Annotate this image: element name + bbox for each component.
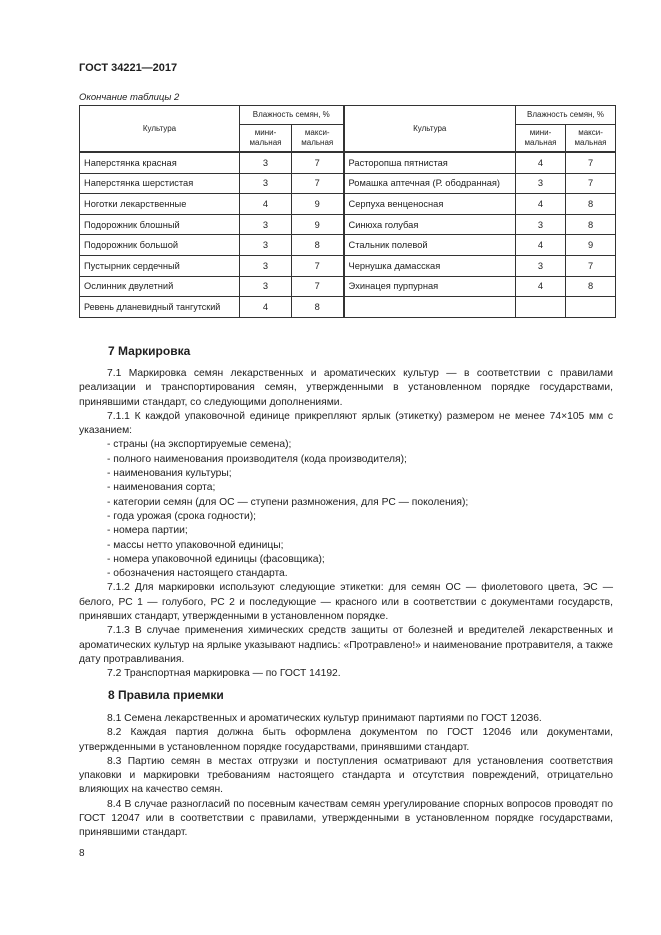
moisture-min: 4 xyxy=(516,276,566,297)
moisture-min: 3 xyxy=(240,276,292,297)
moisture-max: 8 xyxy=(566,276,616,297)
moisture-max: 7 xyxy=(292,255,344,276)
section-8-title: 8 Правила приемки xyxy=(108,688,224,702)
list-item: - категории семян (для ОС — ступени размножения, для РС — поколения); xyxy=(107,496,469,508)
moisture-max: 8 xyxy=(292,297,344,318)
moisture-min: 4 xyxy=(516,194,566,215)
moisture-max: 7 xyxy=(292,173,344,194)
list-item: - массы нетто упаковочной единицы; xyxy=(107,539,284,551)
list-item: - номера упаковочной единицы (фасовщика); xyxy=(107,553,325,565)
list-item: - наименования сорта; xyxy=(107,482,216,494)
moisture-max: 7 xyxy=(566,152,616,173)
moisture-max: 7 xyxy=(292,152,344,173)
moisture-max: 8 xyxy=(566,214,616,235)
paragraph-7-1: 7.1 Маркировка семян лекарственных и ароматических культур — в соответствии с правилами реализации и транспортирования семян, утвержденными в установленном порядке государствами, принявшими стандарт, со следующими дополнениями. xyxy=(79,368,613,408)
moisture-max: 9 xyxy=(566,235,616,256)
paragraph-7-2: 7.2 Транспортная маркировка — по ГОСТ 14192. xyxy=(107,668,341,680)
table-row xyxy=(80,297,616,318)
col-culture-left: Культура xyxy=(80,106,240,153)
paragraph-7-1-2: 7.1.2 Для маркировки используют следующие этикетки: для семян ОС — фиолетового цвета, ЭС — белого, РС 1 — голубого, РС 2 и последующие — красного или в соответствии с документами государств, принявших стандарт, утвержденными в установленном порядке. xyxy=(79,582,613,623)
moisture-min: 3 xyxy=(240,173,292,194)
moisture-max: 9 xyxy=(292,194,344,215)
culture-name: Синюха голубая xyxy=(344,214,516,235)
moisture-max: 7 xyxy=(292,276,344,297)
list-item: - страны (на экспортируемые семена); xyxy=(107,439,292,451)
section-7-body xyxy=(79,367,613,682)
paragraph-8-4: 8.4 В случае разногласий по посевным качествам семян урегулирование спорных вопросов проводят по ГОСТ 12047 или в соответствии с правилами, утвержденными в установленном порядке государствами, принявшими стандарт. xyxy=(79,798,613,839)
moisture-max xyxy=(566,297,616,318)
culture-name: Расторопша пятнистая xyxy=(344,152,516,173)
table-row xyxy=(80,276,616,297)
moisture-min: 3 xyxy=(240,214,292,235)
moisture-min: 3 xyxy=(240,152,292,173)
moisture-max: 7 xyxy=(566,173,616,194)
section-8-body xyxy=(79,712,613,841)
moisture-min: 4 xyxy=(516,152,566,173)
culture-name: Ноготки лекарственные xyxy=(80,194,240,215)
culture-name: Стальник полевой xyxy=(344,235,516,256)
table-row xyxy=(80,235,616,256)
moisture-min: 4 xyxy=(516,235,566,256)
section-7-title: 7 Маркировка xyxy=(108,344,191,358)
document-code: ГОСТ 34221—2017 xyxy=(79,62,178,74)
moisture-max: 8 xyxy=(566,194,616,215)
culture-name: Ревень дланевидный тангутский xyxy=(80,297,240,318)
col-min-right: мини- мальная xyxy=(516,125,566,153)
table-row xyxy=(80,194,616,215)
moisture-min: 3 xyxy=(516,255,566,276)
paragraph-7-1-3: 7.1.3 В случае применения химических средств защиты от болезней и вредителей лекарственных и ароматических культур на ярлыке указывают надпись: «Протравлено!» и наименование протравителя, а также дату протравливания. xyxy=(79,625,613,665)
moisture-max: 8 xyxy=(292,235,344,256)
paragraph-8-1: 8.1 Семена лекарственных и ароматических культур принимают партиями по ГОСТ 12036. xyxy=(107,713,542,724)
table-row xyxy=(80,173,616,194)
list-item: - номера партии; xyxy=(107,525,188,537)
col-group-right: Влажность семян, % xyxy=(516,106,616,125)
culture-name: Подорожник большой xyxy=(80,235,240,256)
culture-name: Серпуха венценосная xyxy=(344,194,516,215)
moisture-min: 3 xyxy=(240,235,292,256)
list-item: - обозначения настоящего стандарта. xyxy=(107,568,288,580)
moisture-max: 7 xyxy=(566,255,616,276)
culture-name: Наперстянка красная xyxy=(80,152,240,173)
col-max-left: макси- мальная xyxy=(292,125,344,153)
moisture-min: 4 xyxy=(240,194,292,215)
moisture-table xyxy=(79,105,616,318)
paragraph-7-1-1: 7.1.1 К каждой упаковочной единице прикрепляют ярлык (этикетку) размером не менее 74×105 мм с указанием: xyxy=(79,410,613,437)
moisture-min: 3 xyxy=(516,173,566,194)
col-min-left: мини- мальная xyxy=(240,125,292,153)
table-row xyxy=(80,152,616,173)
culture-name: Пустырник сердечный xyxy=(80,255,240,276)
moisture-min: 4 xyxy=(240,297,292,318)
culture-name: Ослинник двулетний xyxy=(80,276,240,297)
moisture-min: 3 xyxy=(516,214,566,235)
col-culture-right: Культура xyxy=(344,106,516,153)
list-item: - наименования культуры; xyxy=(107,468,232,480)
culture-name: Чернушка дамасская xyxy=(344,255,516,276)
moisture-min xyxy=(516,297,566,318)
col-max-right: макси- мальная xyxy=(566,125,616,153)
culture-name xyxy=(344,297,516,318)
list-item: - года урожая (срока годности); xyxy=(107,510,257,522)
culture-name: Ромашка аптечная (Р. ободранная) xyxy=(344,173,516,194)
page-number: 8 xyxy=(79,848,85,859)
col-group-left: Влажность семян, % xyxy=(240,106,344,125)
table-caption: Окончание таблицы 2 xyxy=(79,92,180,103)
moisture-max: 9 xyxy=(292,214,344,235)
culture-name: Наперстянка шерстистая xyxy=(80,173,240,194)
paragraph-8-3: 8.3 Партию семян в местах отгрузки и поступления осматривают для установления соответствия упаковки и маркировки требованиям настоящего стандарта и отсутствия повреждений, отрицательно влияющих на качество семян. xyxy=(79,755,613,796)
table-row xyxy=(80,214,616,235)
table-row xyxy=(80,255,616,276)
moisture-min: 3 xyxy=(240,255,292,276)
culture-name: Эхинацея пурпурная xyxy=(344,276,516,297)
paragraph-8-2: 8.2 Каждая партия должна быть оформлена документом по ГОСТ 12046 или документами, утвержденными в установленном порядке государствами, принявшими стандарт. xyxy=(79,727,613,753)
culture-name: Подорожник блошный xyxy=(80,214,240,235)
list-item: - полного наименования производителя (кода производителя); xyxy=(107,453,407,465)
